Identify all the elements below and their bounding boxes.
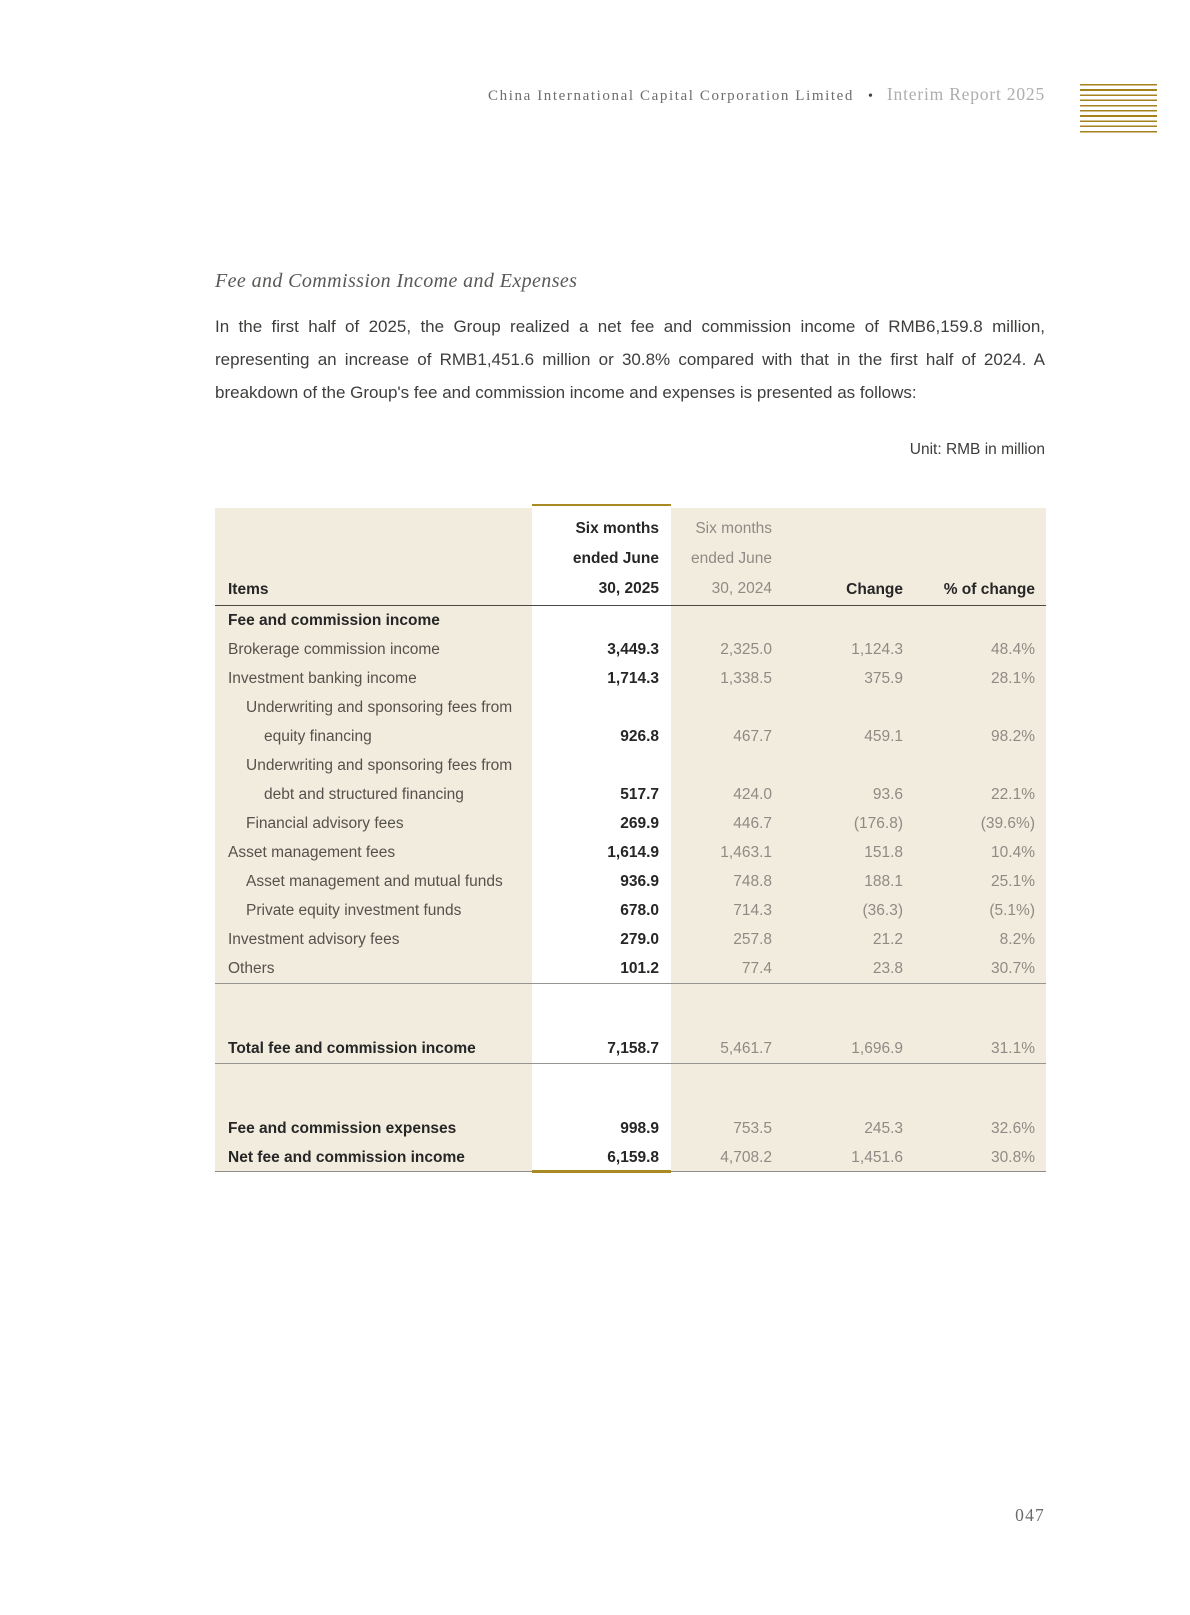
- table-row: [215, 1034, 1046, 1063]
- table-body: [215, 606, 1046, 1172]
- gold-accent-bottom: [532, 1170, 671, 1173]
- row-label: Brokerage commission income: [228, 641, 440, 658]
- row-value-2025: 926.8: [620, 728, 659, 745]
- row-label: Fee and commission income: [228, 612, 440, 629]
- column-header-2025-line: Six months: [575, 520, 659, 537]
- row-label: Others: [228, 960, 275, 977]
- column-header-pct-change: % of change: [943, 581, 1035, 598]
- gold-accent-top: [532, 504, 671, 506]
- row-label: Asset management fees: [228, 844, 396, 861]
- row-value-pct-change: 10.4%: [991, 844, 1035, 861]
- table-row: [215, 606, 1046, 635]
- row-value-change: (176.8): [853, 815, 903, 832]
- row-value-pct-change: 8.2%: [999, 931, 1035, 948]
- row-value-2024: 446.7: [733, 815, 772, 832]
- running-header: [215, 84, 1045, 105]
- row-value-change: (36.3): [862, 902, 903, 919]
- report-title: Interim Report 2025: [886, 84, 1045, 104]
- table-header-row: [215, 508, 1046, 606]
- row-value-pct-change: (39.6%): [980, 815, 1035, 832]
- row-value-pct-change: 22.1%: [991, 786, 1035, 803]
- row-value-pct-change: [915, 606, 1046, 635]
- row-value-change: 375.9: [864, 670, 903, 687]
- row-label: debt and structured financing: [264, 786, 464, 803]
- row-value-pct-change: [915, 751, 1046, 780]
- row-value-change: 1,696.9: [851, 1040, 903, 1057]
- row-value-2025: 517.7: [620, 786, 659, 803]
- row-value-2025: 7,158.7: [607, 1040, 659, 1057]
- row-value-change: 93.6: [872, 786, 903, 803]
- row-value-change: 21.2: [872, 931, 903, 948]
- row-label: Net fee and commission income: [228, 1149, 465, 1166]
- page-number: 047: [1015, 1505, 1045, 1525]
- row-value-2024: 5,461.7: [720, 1040, 772, 1057]
- paragraph-line: representing an increase of RMB1,451.6 million or 30.8% compared with that in the first half of 2024. A: [215, 350, 1045, 369]
- row-value-pct-change: 32.6%: [991, 1120, 1035, 1137]
- row-label: Investment banking income: [228, 670, 417, 687]
- paragraph-line: In the first half of 2025, the Group realized a net fee and commission income of RMB6,159.8 million,: [215, 317, 1045, 336]
- row-value-change: 151.8: [864, 844, 903, 861]
- row-label: Private equity investment funds: [246, 902, 462, 919]
- row-value-pct-change: 30.8%: [991, 1149, 1035, 1166]
- column-header-items: Items: [228, 581, 269, 598]
- row-label: Fee and commission expenses: [228, 1120, 457, 1137]
- row-value-change: 1,124.3: [851, 641, 903, 658]
- row-value-change: [784, 606, 915, 635]
- row-value-change: [784, 693, 915, 722]
- row-value-2025: 101.2: [620, 960, 659, 977]
- row-value-2024: 1,338.5: [720, 670, 772, 687]
- row-value-2024: 714.3: [733, 902, 772, 919]
- column-header-2025-line: 30, 2025: [598, 580, 659, 597]
- table-row: [215, 693, 1046, 722]
- row-value-change: 188.1: [864, 873, 903, 890]
- row-value-2024: 424.0: [733, 786, 772, 803]
- row-value-2025: 269.9: [620, 815, 659, 832]
- column-header-2025-line: ended June: [572, 550, 659, 567]
- company-name: China International Capital Corporation Limited: [488, 88, 854, 104]
- row-value-change: 23.8: [872, 960, 903, 977]
- row-value-2025: 6,159.8: [607, 1149, 659, 1166]
- row-label: equity financing: [264, 728, 372, 745]
- table-gap: [215, 984, 1046, 1034]
- table-row: [215, 751, 1046, 780]
- table-row: [215, 867, 1046, 896]
- row-value-2025: [532, 693, 671, 722]
- column-header-change: Change: [846, 581, 903, 598]
- table-row: [215, 780, 1046, 809]
- row-label: Financial advisory fees: [246, 815, 404, 832]
- row-value-pct-change: 28.1%: [991, 670, 1035, 687]
- row-value-pct-change: 25.1%: [991, 873, 1035, 890]
- row-value-2025: 678.0: [620, 902, 659, 919]
- row-value-2024: 2,325.0: [720, 641, 772, 658]
- gold-stripes-logo: [1080, 84, 1157, 136]
- row-value-pct-change: 48.4%: [991, 641, 1035, 658]
- table-row: [215, 809, 1046, 838]
- section-title: Fee and Commission Income and Expenses: [215, 270, 578, 292]
- row-label: Investment advisory fees: [228, 931, 400, 948]
- row-value-2024: [671, 693, 784, 722]
- row-value-2025: [532, 751, 671, 780]
- row-value-2025: 3,449.3: [607, 641, 659, 658]
- row-value-2025: 998.9: [620, 1120, 659, 1137]
- column-header-2025: [532, 514, 671, 605]
- column-header-2024: [671, 514, 784, 605]
- table-gap: [215, 1064, 1046, 1114]
- row-value-2025: [532, 606, 671, 635]
- table-row: [215, 1143, 1046, 1172]
- row-value-2024: 753.5: [733, 1120, 772, 1137]
- row-value-pct-change: 30.7%: [991, 960, 1035, 977]
- row-value-2025: 279.0: [620, 931, 659, 948]
- column-header-2024-line: Six months: [695, 520, 772, 537]
- row-value-change: [784, 751, 915, 780]
- table-row: [215, 635, 1046, 664]
- paragraph-line: breakdown of the Group's fee and commission income and expenses is presented as follows:: [215, 383, 917, 402]
- row-value-pct-change: 31.1%: [991, 1040, 1035, 1057]
- row-value-2024: 748.8: [733, 873, 772, 890]
- row-value-change: 459.1: [864, 728, 903, 745]
- body-paragraph: [215, 310, 1045, 409]
- row-value-2025: 1,614.9: [607, 844, 659, 861]
- row-value-2024: 467.7: [733, 728, 772, 745]
- row-value-2024: 1,463.1: [720, 844, 772, 861]
- row-value-2025: 936.9: [620, 873, 659, 890]
- row-value-2024: 77.4: [741, 960, 772, 977]
- row-label: Asset management and mutual funds: [246, 873, 503, 890]
- row-value-pct-change: (5.1%): [989, 902, 1035, 919]
- bullet-separator-icon: •: [868, 89, 873, 104]
- fee-commission-table: [215, 508, 1046, 1172]
- row-value-pct-change: 98.2%: [991, 728, 1035, 745]
- column-header-2024-line: ended June: [690, 550, 772, 567]
- table-row: [215, 925, 1046, 954]
- row-value-change: 1,451.6: [851, 1149, 903, 1166]
- unit-note: Unit: RMB in million: [909, 441, 1045, 458]
- table-row: [215, 1114, 1046, 1143]
- row-value-pct-change: [915, 693, 1046, 722]
- row-value-2024: [671, 606, 784, 635]
- table-row: [215, 838, 1046, 867]
- row-value-2024: [671, 751, 784, 780]
- row-label: Underwriting and sponsoring fees from: [246, 699, 513, 716]
- row-value-2024: 257.8: [733, 931, 772, 948]
- table-row: [215, 664, 1046, 693]
- row-value-change: 245.3: [864, 1120, 903, 1137]
- row-value-2025: 1,714.3: [607, 670, 659, 687]
- row-value-2024: 4,708.2: [720, 1149, 772, 1166]
- table-row: [215, 954, 1046, 983]
- row-label: Total fee and commission income: [228, 1040, 476, 1057]
- table-row: [215, 896, 1046, 925]
- table-row: [215, 722, 1046, 751]
- column-header-2024-line: 30, 2024: [711, 580, 772, 597]
- row-label: Underwriting and sponsoring fees from: [246, 757, 513, 774]
